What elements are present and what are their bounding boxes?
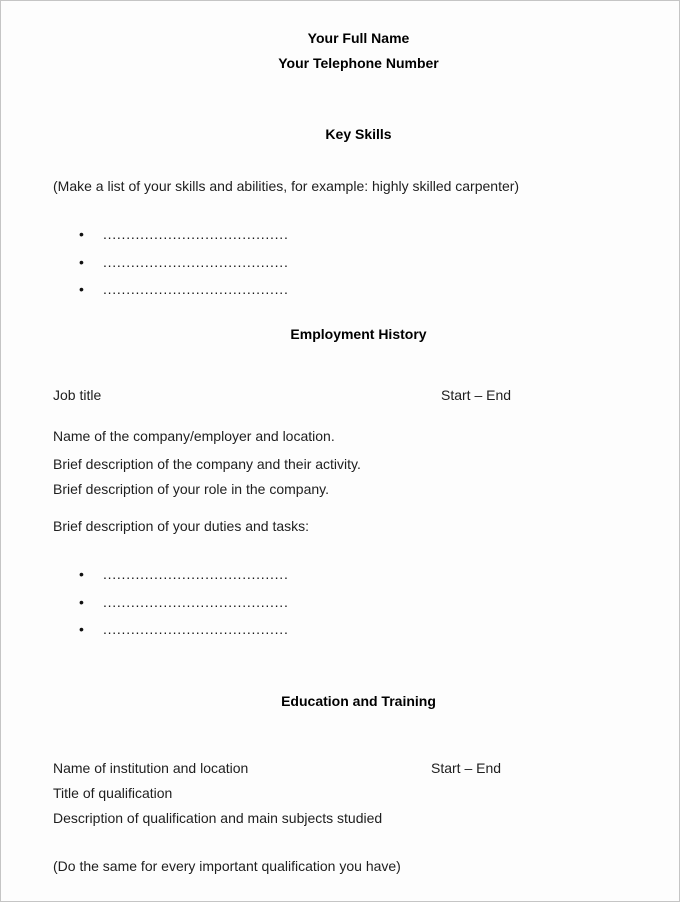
qualification-title-line: Title of qualification: [53, 785, 173, 801]
job-title-label: Job title: [53, 387, 102, 403]
key-skills-hint: (Make a list of your skills and abilities, for example: highly skilled carpenter): [53, 178, 520, 194]
duty-bullet-item: [79, 622, 339, 638]
employment-date-range-label: Start – End: [441, 387, 512, 403]
company-role-line: Brief description of your role in the company.: [53, 481, 329, 497]
skill-bullet-item: [79, 282, 339, 298]
institution-label: Name of institution and location: [53, 760, 249, 776]
bullet-icon: [79, 282, 84, 296]
education-date-range-label: Start – End: [431, 760, 502, 776]
duty-fill-in-line: ........................................: [103, 594, 289, 610]
key-skills-section-title: Key Skills: [325, 126, 392, 142]
education-note: (Do the same for every important qualification you have): [53, 858, 401, 874]
company-name-line: Name of the company/employer and location.: [53, 428, 335, 444]
bullet-icon: [79, 595, 84, 609]
skill-fill-in-line: ........................................: [103, 281, 289, 297]
duties-label: Brief description of your duties and tasks:: [53, 518, 310, 534]
skill-fill-in-line: ........................................: [103, 254, 289, 270]
telephone-heading: Your Telephone Number: [278, 55, 439, 71]
qualification-description-line: Description of qualification and main subjects studied: [53, 810, 383, 826]
skill-bullet-item: [79, 255, 339, 271]
skill-fill-in-line: ........................................: [103, 226, 289, 242]
bullet-icon: [79, 567, 84, 581]
full-name-heading: Your Full Name: [307, 30, 410, 46]
bullet-icon: [79, 622, 84, 636]
education-section-title: Education and Training: [281, 693, 436, 709]
duty-bullet-item: [79, 567, 339, 583]
employment-section-title: Employment History: [290, 326, 427, 342]
duty-fill-in-line: ........................................: [103, 566, 289, 582]
duty-bullet-item: [79, 595, 339, 611]
duty-fill-in-line: ........................................: [103, 621, 289, 637]
skill-bullet-item: [79, 227, 339, 243]
bullet-icon: [79, 227, 84, 241]
company-activity-line: Brief description of the company and their activity.: [53, 456, 361, 472]
bullet-icon: [79, 255, 84, 269]
